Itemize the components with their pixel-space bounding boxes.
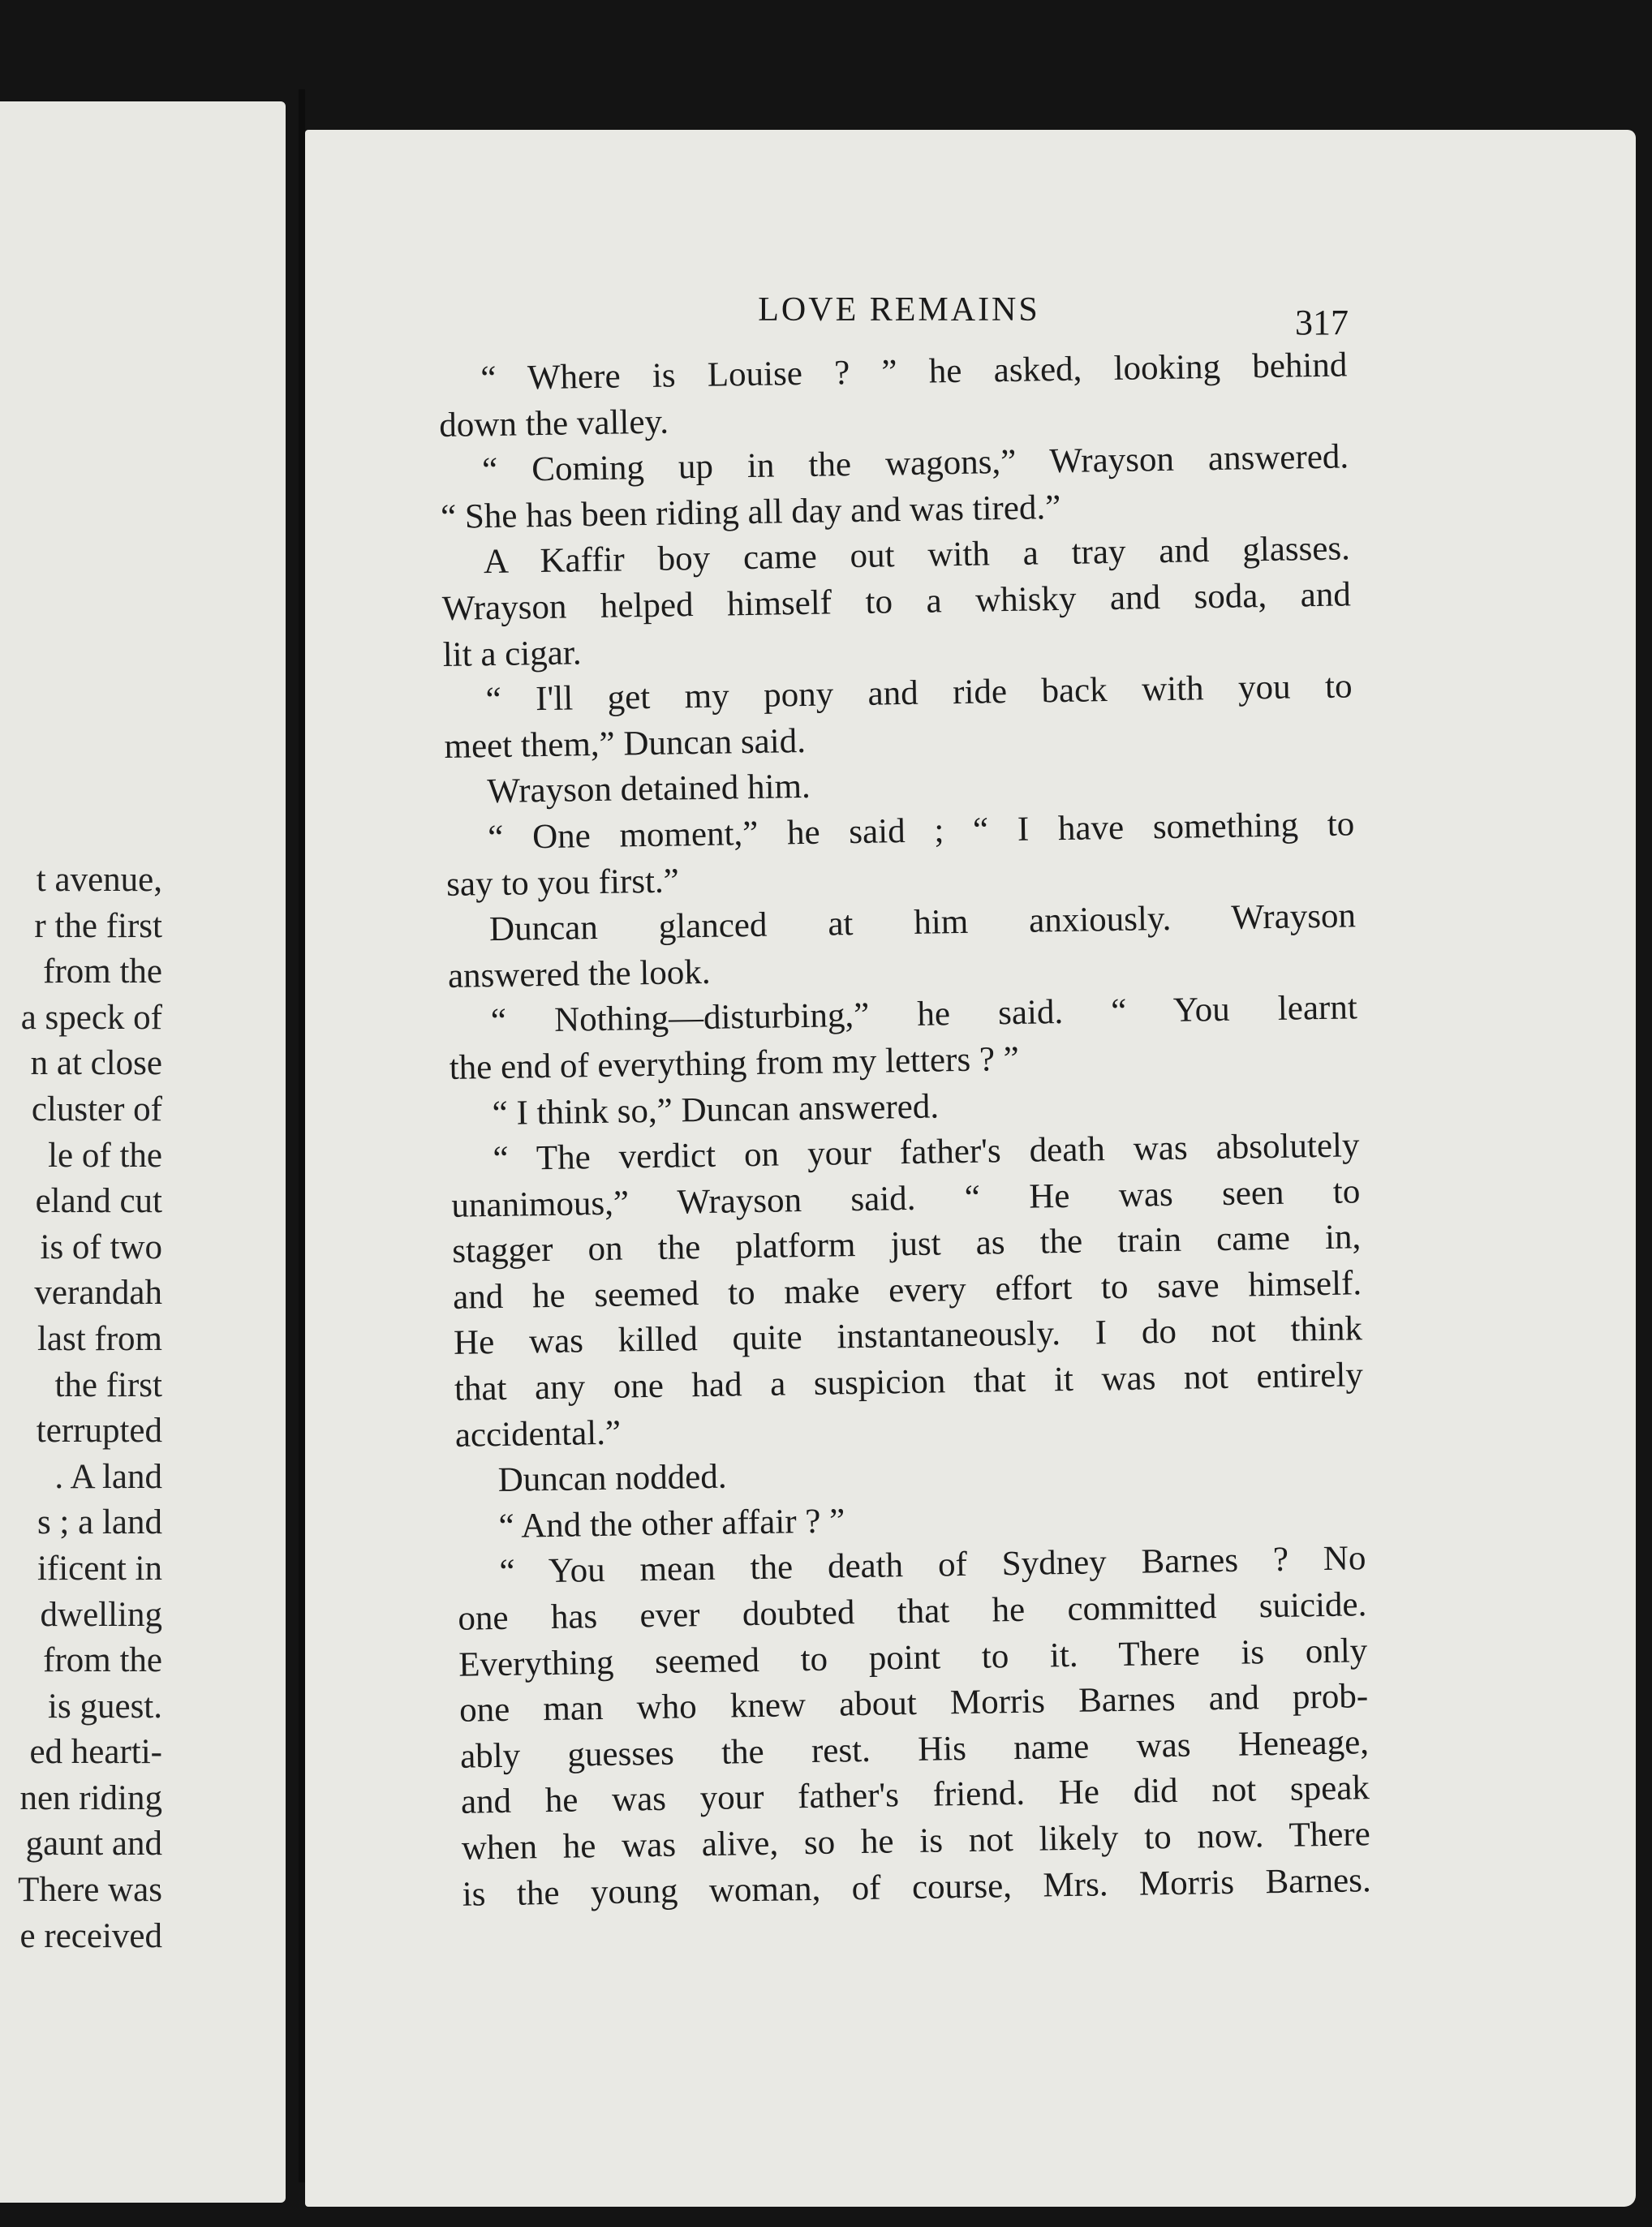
left-page-line: from the (43, 1641, 162, 1680)
text-line: is the young woman, of course, Mrs. Morris Barnes. (462, 1860, 1371, 1914)
text-line: say to you first.” (445, 861, 680, 904)
text-line: when he was alive, so he is not likely to now. There (461, 1815, 1371, 1868)
left-page-line: eland cut (35, 1182, 162, 1221)
text-line: “ You mean the death of Sydney Barnes ? No (499, 1539, 1366, 1592)
text-line: ably guesses the rest. His name was Heneage, (459, 1723, 1370, 1776)
text-line: Wrayson detained him. (487, 767, 811, 811)
left-page-line: ed hearti- (29, 1733, 162, 1772)
text-line: Everything seemed to point to it. There is only (458, 1631, 1368, 1684)
text-line: A Kaffir boy came out with a tray and glasses. (483, 529, 1351, 582)
left-page-text (0, 858, 162, 1959)
text-line: He was killed quite instantaneously. I do not think (453, 1309, 1363, 1363)
text-line: “ One moment,” he said ; “ I have something to (487, 805, 1355, 858)
text-line: “ And the other affair ? ” (498, 1502, 845, 1546)
left-page-line: le of the (48, 1136, 162, 1175)
text-line: Wrayson helped himself to a whisky and soda, and (441, 575, 1352, 628)
left-page-line: is of two (40, 1227, 162, 1266)
left-page-line: last from (37, 1319, 162, 1358)
text-line: “ She has been riding all day and was tired.” (440, 488, 1061, 536)
left-page-line: the first (54, 1365, 162, 1404)
running-head: LOVE REMAINS (758, 291, 1040, 329)
text-line: down the valley. (438, 402, 669, 445)
left-page-line: a speck of (20, 998, 162, 1037)
left-page-line: dwelling (40, 1595, 162, 1634)
left-page-line: t avenue, (36, 861, 162, 899)
left-page-line: . A land (54, 1457, 162, 1496)
text-line: “ Where is Louise ? ” he asked, looking behind (480, 346, 1348, 398)
page-number: 317 (1295, 303, 1349, 342)
text-line: answered the look. (447, 952, 711, 995)
text-line: meet them,” Duncan said. (444, 721, 807, 766)
text-line: Duncan nodded. (497, 1457, 727, 1500)
text-line: “ I'll get my pony and ride back with you to (485, 667, 1353, 720)
text-line: unanimous,” Wrayson said. “ He was seen to (451, 1172, 1361, 1225)
gutter-rule (299, 89, 305, 2182)
text-line: “ Coming up in the wagons,” Wrayson answered. (481, 437, 1349, 490)
left-page (0, 101, 286, 2203)
text-line: accidental.” (454, 1413, 622, 1455)
left-page-line: ificent in (37, 1549, 162, 1588)
left-page-line: n at close (30, 1044, 162, 1083)
text-line: the end of everything from my letters ? ” (449, 1039, 1020, 1087)
text-line: and he was your father's friend. He did not speak (460, 1769, 1370, 1822)
body-text (438, 342, 1371, 1918)
left-page-line: is guest. (48, 1687, 162, 1726)
text-line: “ I think so,” Duncan answered. (492, 1086, 940, 1133)
left-page-line: r the first (34, 906, 162, 945)
text-line: “ Nothing—disturbing,” he said. “ You learnt (490, 988, 1358, 1041)
left-page-line: cluster of (31, 1090, 162, 1129)
text-line: one has ever doubted that he committed suicide. (458, 1585, 1367, 1638)
text-line: and he seemed to make every effort to save himself. (452, 1264, 1362, 1317)
left-page-line: from the (43, 952, 162, 991)
text-line: lit a cigar. (442, 633, 582, 674)
left-page-line: There was (18, 1871, 162, 1910)
text-line: Duncan glanced at him anxiously. Wrayson (488, 896, 1357, 949)
left-page-line: terrupted (36, 1412, 162, 1451)
left-page-line: e received (19, 1916, 162, 1955)
text-line: stagger on the platform just as the train came in, (451, 1218, 1362, 1271)
text-line: one man who knew about Morris Barnes and prob- (458, 1677, 1369, 1730)
text-line: that any one had a suspicion that it was not entirely (454, 1356, 1364, 1408)
left-page-line: nen riding (19, 1778, 162, 1817)
left-page-line: verandah (34, 1274, 162, 1313)
text-line: “ The verdict on your father's death was absolutely (493, 1126, 1360, 1179)
left-page-line: s ; a land (37, 1503, 162, 1542)
left-page-line: gaunt and (25, 1825, 162, 1864)
